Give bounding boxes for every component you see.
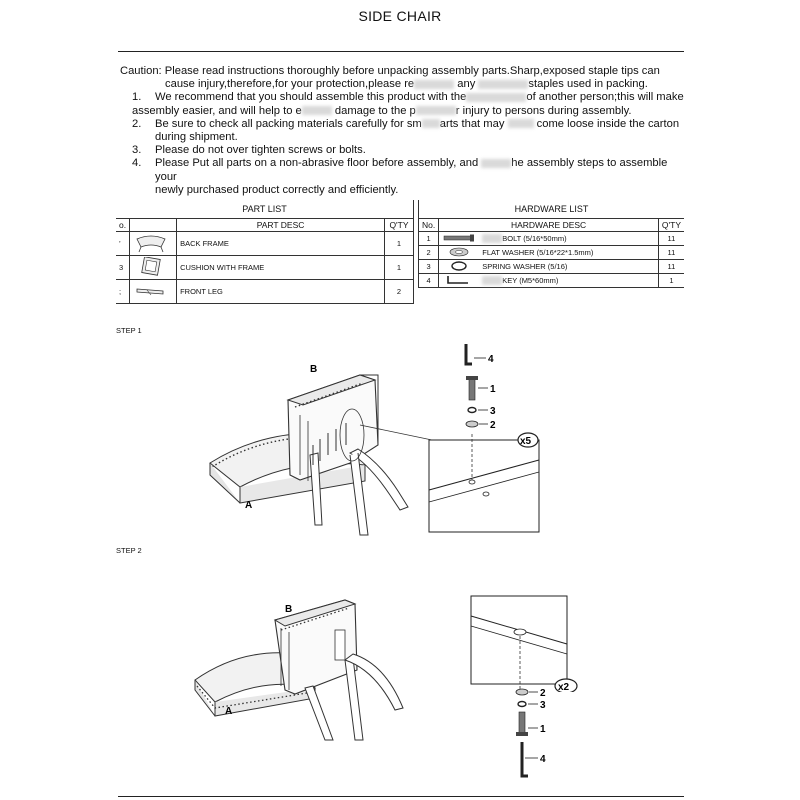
row-qty: 11 bbox=[658, 246, 684, 260]
caution-text: Please Put all parts on a non-abrasive floor before assembly, and bbox=[155, 157, 479, 170]
row-desc: SPRING WASHER (5/16) bbox=[479, 260, 658, 274]
bolt-icon bbox=[469, 378, 475, 400]
redacted-text bbox=[414, 80, 454, 89]
top-divider bbox=[118, 51, 684, 52]
row-desc bbox=[479, 274, 658, 288]
row-no: 1 bbox=[419, 232, 439, 246]
col-qty: Q'TY bbox=[658, 219, 684, 232]
callout-3: 3 bbox=[490, 406, 496, 417]
caution-line-1: Caution: Please read instructions thoroughly before unpacking assembly parts.Sharp,exposed staple tips can bbox=[120, 65, 660, 77]
flat-washer-icon bbox=[466, 421, 478, 427]
callout-4: 4 bbox=[540, 754, 546, 765]
part-list-title: PART LIST bbox=[116, 200, 414, 219]
caution-item-1-cont bbox=[120, 105, 690, 118]
spring-washer-icon bbox=[439, 260, 480, 274]
redacted-text bbox=[466, 93, 526, 102]
caution-text: Be sure to check all packing materials carefully for sm bbox=[155, 117, 422, 130]
row-qty: 11 bbox=[658, 260, 684, 274]
table-row bbox=[116, 280, 414, 304]
back-frame-thumbnail bbox=[130, 232, 177, 256]
caution-text: any bbox=[457, 78, 476, 91]
caution-text: during shipment. bbox=[155, 131, 238, 144]
part-a-label: A bbox=[225, 706, 233, 717]
callout-1: 1 bbox=[540, 724, 546, 735]
caution-item-2-cont bbox=[120, 131, 690, 144]
bottom-divider bbox=[118, 796, 684, 797]
col-no: No. bbox=[419, 219, 439, 232]
row-desc: BACK FRAME bbox=[177, 232, 385, 256]
row-desc bbox=[479, 232, 658, 246]
step-2-hardware-stack bbox=[500, 684, 570, 784]
col-image bbox=[130, 219, 177, 232]
allen-key-icon bbox=[439, 274, 480, 288]
caution-text: assembly easier, and will help to e bbox=[132, 104, 302, 117]
col-desc: HARDWARE DESC bbox=[439, 219, 659, 232]
hardware-list-table bbox=[418, 200, 684, 288]
redacted-text bbox=[478, 80, 528, 89]
row-qty: 1 bbox=[385, 232, 414, 256]
row-no: ’ bbox=[116, 232, 130, 256]
spring-washer-icon bbox=[468, 408, 476, 413]
flat-washer-icon bbox=[439, 246, 480, 260]
redacted-text bbox=[416, 106, 456, 115]
item-number: 3. bbox=[132, 144, 142, 157]
caution-text: damage to the p bbox=[334, 104, 416, 117]
flat-washer-icon bbox=[516, 689, 528, 695]
col-no: o. bbox=[116, 219, 130, 232]
caution-block bbox=[120, 65, 690, 197]
step-2-label: STEP 2 bbox=[116, 546, 142, 555]
caution-text: We recommend that you should assemble this product with the bbox=[155, 91, 467, 104]
item-number: 2. bbox=[132, 117, 142, 130]
allen-key-icon bbox=[522, 742, 528, 776]
front-leg-thumbnail bbox=[130, 280, 177, 304]
callout-3: 3 bbox=[540, 700, 546, 711]
redacted-text bbox=[508, 119, 534, 128]
row-qty: 2 bbox=[385, 280, 414, 304]
row-qty: 1 bbox=[385, 256, 414, 280]
step-1-label: STEP 1 bbox=[116, 326, 142, 335]
caution-text: newly purchased product correctly and efficiently. bbox=[155, 183, 399, 196]
row-no: ; bbox=[116, 280, 130, 304]
redacted-text bbox=[481, 159, 511, 168]
table-row bbox=[419, 232, 685, 246]
table-row bbox=[116, 256, 414, 280]
part-list-table bbox=[116, 200, 414, 304]
caution-text: he assembly steps to assemble your bbox=[155, 157, 668, 183]
caution-item-3 bbox=[120, 144, 690, 157]
step-1-zoom-box bbox=[428, 430, 540, 534]
caution-text: cause injury,therefore,for your protection,please re bbox=[165, 78, 415, 91]
row-no: 3 bbox=[419, 260, 439, 274]
cushion-frame-thumbnail bbox=[130, 256, 177, 280]
table-row bbox=[116, 232, 414, 256]
caution-text: Please do not over tighten screws or bolts. bbox=[155, 144, 366, 157]
redacted-text bbox=[482, 276, 502, 285]
table-row bbox=[419, 274, 685, 288]
callout-2: 2 bbox=[490, 420, 496, 431]
caution-item-1 bbox=[120, 91, 690, 104]
caution-text: arts that may bbox=[439, 117, 505, 130]
callout-4: 4 bbox=[488, 354, 494, 365]
row-desc: FLAT WASHER (5/16*22*1.5mm) bbox=[479, 246, 658, 260]
multiplier-badge: x5 bbox=[520, 436, 532, 447]
caution-text: of another person;this will make bbox=[526, 91, 684, 104]
hardware-list-title: HARDWARE LIST bbox=[419, 200, 685, 219]
front-leg bbox=[305, 686, 333, 740]
caution-item-4 bbox=[120, 157, 690, 183]
caution-item-2 bbox=[120, 118, 690, 131]
row-desc: CUSHION WITH FRAME bbox=[177, 256, 385, 280]
document-title: SIDE CHAIR bbox=[358, 8, 442, 24]
caution-item-4-cont bbox=[120, 184, 690, 197]
caution-text: r injury to persons during assembly. bbox=[455, 104, 632, 117]
hardware-desc: KEY (M5*60mm) bbox=[502, 275, 559, 285]
step-2-illustration bbox=[185, 590, 425, 760]
allen-key-icon bbox=[466, 344, 472, 364]
multiplier-badge: x2 bbox=[558, 682, 570, 692]
bolt-icon bbox=[519, 712, 525, 734]
caution-text: staples used in packing. bbox=[528, 78, 648, 91]
redacted-text bbox=[422, 119, 440, 128]
item-number: 4. bbox=[132, 157, 142, 170]
row-no: 4 bbox=[419, 274, 439, 288]
redacted-text bbox=[482, 234, 502, 243]
part-a-label: A bbox=[245, 500, 253, 511]
row-desc: FRONT LEG bbox=[177, 280, 385, 304]
part-b-label: B bbox=[310, 364, 318, 375]
col-desc: PART DESC bbox=[177, 219, 385, 232]
callout-2: 2 bbox=[540, 688, 546, 699]
row-no: 3 bbox=[116, 256, 130, 280]
col-qty: Q'TY bbox=[385, 219, 414, 232]
item-number: 1. bbox=[132, 91, 142, 104]
redacted-text bbox=[302, 106, 332, 115]
spring-washer-icon bbox=[518, 702, 526, 707]
caution-line-2 bbox=[120, 78, 690, 91]
table-row bbox=[419, 246, 685, 260]
table-row bbox=[419, 260, 685, 274]
row-qty: 1 bbox=[658, 274, 684, 288]
row-no: 2 bbox=[419, 246, 439, 260]
step-2-zoom-box bbox=[470, 592, 580, 692]
row-qty: 11 bbox=[658, 232, 684, 246]
caution-text: come loose inside the carton bbox=[536, 117, 680, 130]
bolt-icon bbox=[439, 232, 480, 246]
step-1-detail bbox=[428, 340, 538, 440]
part-b-label: B bbox=[285, 604, 293, 615]
callout-1: 1 bbox=[490, 384, 496, 395]
hardware-desc: BOLT (5/16*50mm) bbox=[502, 233, 567, 243]
